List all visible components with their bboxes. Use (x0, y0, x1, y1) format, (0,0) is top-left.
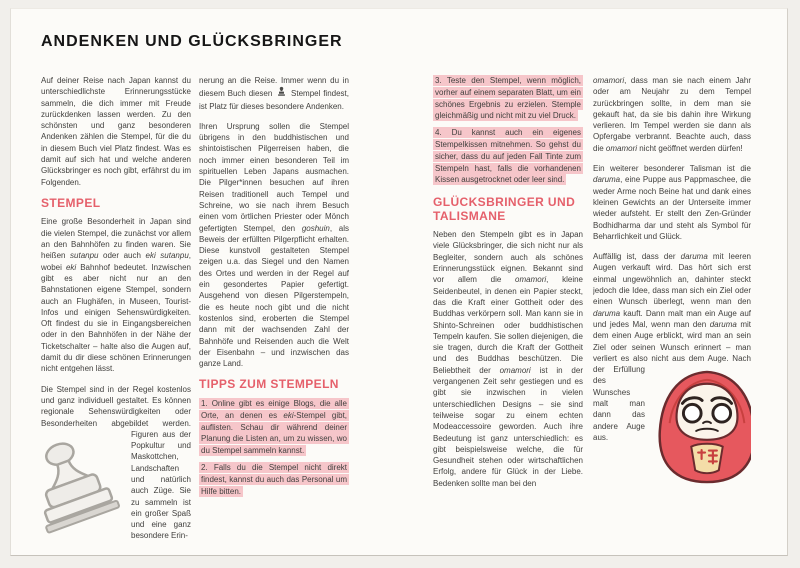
tip-text: 1. Online gibt es einige Blogs, die alle Orte, an denen es eki-Stempel gibt, auflisten. Schau dir während deiner Planung die Listen an, um zu wissen, wo du Stempel sammeln kannst. (201, 398, 348, 456)
tip-item-2 (199, 462, 349, 497)
paragraph-omamori: Neben den Stempeln gibt es in Japan viele Glücksbringer, die sich nicht nur als Begleiter, sondern auch als schönes Erinnerungsstück eignen. Bekannt sind vor allem die omamori, kleine Seidenbeutel, in denen ein Papier steckt, das die Kraft einer Gottheit oder des Buddhas verkörpern soll. Man kann sie in Shinto-Schreinen oder buddhistischen Tempeln kaufen. Sie sollen diejenigen, die sie tragen, durch die Kraft der Gottheit und des Buddhas beschützen. Die Beliebtheit der omamori ist in der vergangenen Zeit sehr gestiegen und es gibt sie inzwischen in vielen unterschiedlichen Designs – sie sind teilweise sogar zu einem echten Modeaccessoire geworden. Auch ihre Bedeutung ist ganz unterschiedlich: es gibt beispielsweise welche, die für Gesundheit stehen oder wirtschaftlichen Erfolg, andere für Glück in der Liebe. Bedenken sollte man bei den (433, 230, 583, 488)
section-heading-tipps: TIPPS ZUM STEMPELN (199, 377, 339, 392)
tip-text: 3. Teste den Stempel, wenn möglich, vorher auf einem separaten Blatt, um ein schönes Ergebnis zu erzielen. Stemple gleichmäßig und nicht mit zu viel Druck. (435, 76, 581, 121)
paragraph-text: nerung an die Reise. Immer wenn du in diesem Buch diesen (199, 76, 349, 99)
tip-item-4 (433, 127, 583, 186)
book-spread (10, 8, 788, 556)
paragraph-daruma: Ein weiterer besonderer Talisman ist die daruma, eine Puppe aus Pappmaschee, die weder Arme noch Beine hat und dank eines kleinen Gewichts an der Unterseite immer wieder aufsteht. Er stellt den Zen-Gründer Bodhidharma dar und steht als Symbol für Beharrlichkeit und Glück. (593, 164, 751, 241)
paragraph-omamori-continuation: omamori, dass man sie nach einem Jahr oder am Neujahr zu dem Tempel zurückbringen sollte, in dem man sie gekauft hat, da sie bis dahin ihre Wirkung verlieren. Im Tempel werden sie dann als Opfergabe verbrannt. Beachte auch, dass die omamori nicht geöffnet werden dürfen! (593, 76, 751, 153)
tip-item-1 (199, 398, 349, 457)
column-1 (41, 75, 191, 553)
paragraph-text: Stempel findest, ist Platz für dieses besondere Andenken. (199, 89, 349, 111)
paragraph-stempel-2 (41, 384, 191, 542)
paragraph-daruma-augen (593, 251, 751, 443)
tip-text: 2. Falls du die Stempel nicht direkt findest, kannst du auch das Personal um Hilfe bitten. (201, 462, 347, 496)
paragraph-text: Auffällig ist, dass der daruma mit leeren Augen verkauft wird. Das hört sich erst einmal ungewöhnlich an, dahinter steckt jedoch die Idee, dass man sich ein Ziel oder einen Wunsch überlegt, wenn man den daruma kauft. Dann malt man ein Auge auf und jedes Mal, wenn man den daruma mit dem einen Auge erblickt, wird man an sein Ziel oder seinen Wunsch erinnert – man verliert es also nicht aus dem Auge. (593, 252, 751, 363)
section-heading-gluecksbringer: GLÜCKSBRINGER UND TALISMANE (433, 195, 576, 223)
paragraph-ursprung: Ihren Ursprung sollen die Stempel übrigens in den buddhistischen und shintoistischen Pilgerreisen haben, die noch immer einen besonderen Teil im spirituellen Leben Japans ausmachen. Die Pilger*innen besuchen auf ihren Reisen traditionell auch Tempel und Schreine, wo sie nach ihrem Besuch einen vom örtlichen Priester oder Mönch gefertigten Stempel, den goshuin, als Beweis der erfüllten Pilgerpflicht erhalten. Diese kunstvoll gestalteten Stempel zeigen u.a. das Siegel und den Namen des Ortes und werden in der Regel auf ein gesondertes Papier gefertigt. Ausgehend von diesen Pilgerstempeln, die es heute noch gibt und die nicht kostenlos sind, eroberten die Stempel dann mit der wachsenden Zahl der Bahnhöfe und Reisenden auch die Welt der Eisenbahn – und inzwischen das ganze Land. (199, 121, 349, 369)
column-3 (433, 75, 583, 553)
stamp-icon (276, 86, 287, 100)
section-heading-stempel: STEMPEL (41, 195, 101, 210)
paragraph-continuation (199, 75, 349, 112)
paragraph-text: Figuren aus der Popkultur und Maskottchen, Landschaften und natürlich auch Züge. Sie zu sammeln ist ein großer Spaß und eine ganz besondere Erin- (131, 429, 191, 541)
paragraph-stempel-1: Eine große Besonderheit in Japan sind die vielen Stempel, die zunächst vor allem an den Bahnhöfen zu finden waren. Sie heißen sutanpu oder auch eki sutanpu, wobei eki Bahnhof bedeutet. Inzwischen gibt es aber nicht nur an den Bahnstationen eigene Stempel, sondern auch an Flughäfen, in Museen, Tourist-Infos und einigen Sehenswürdigkeiten. Oft findest du sie in Eingangsbereichen oder in den Bahnhöfen in der Nähe der Ticketschalter – halte also die Augen auf, damit du dir diese schönen Erinnerungen nicht entgehen lässt. (41, 217, 191, 374)
page-title: ANDENKEN UND GLÜCKSBRINGER (41, 33, 343, 50)
paragraph-text: Nach der Erfüllung des Wunsches malt man dann das andere Auge aus. (593, 353, 751, 442)
tip-text: 4. Du kannst auch ein eigenes Stempelkissen mitnehmen. So gehst du sicher, dass du auf jeden Fall Tinte zum Stempeln hast, falls die vorhandenen Kissen ausgetrocknet oder leer sind. (435, 128, 581, 185)
tip-item-3 (433, 75, 583, 122)
column-4 (593, 75, 751, 553)
intro-paragraph: Auf deiner Reise nach Japan kannst du unterschiedlichste Erinnerungsstücke sammeln, die dich immer mit Freude zurückdenken lassen werden. Zu den schönsten und ganz besonderen Andenken zählen die Stempel, für die du in diesem Buch viel Platz findest. Was es damit auf sich hat und welche anderen Glücksbringer es noch gibt, erfährst du im Folgenden. (41, 76, 191, 187)
rubber-stamp-illustration (41, 435, 125, 539)
daruma-doll-illustration (649, 366, 751, 488)
column-2 (199, 75, 349, 553)
paragraph-text: Die Stempel sind in der Regel kostenlos und ganz individuell gestaltet. Es können regionale Sehenswürdigkeiten oder Besonderheiten abgebildet werden. (41, 384, 191, 428)
